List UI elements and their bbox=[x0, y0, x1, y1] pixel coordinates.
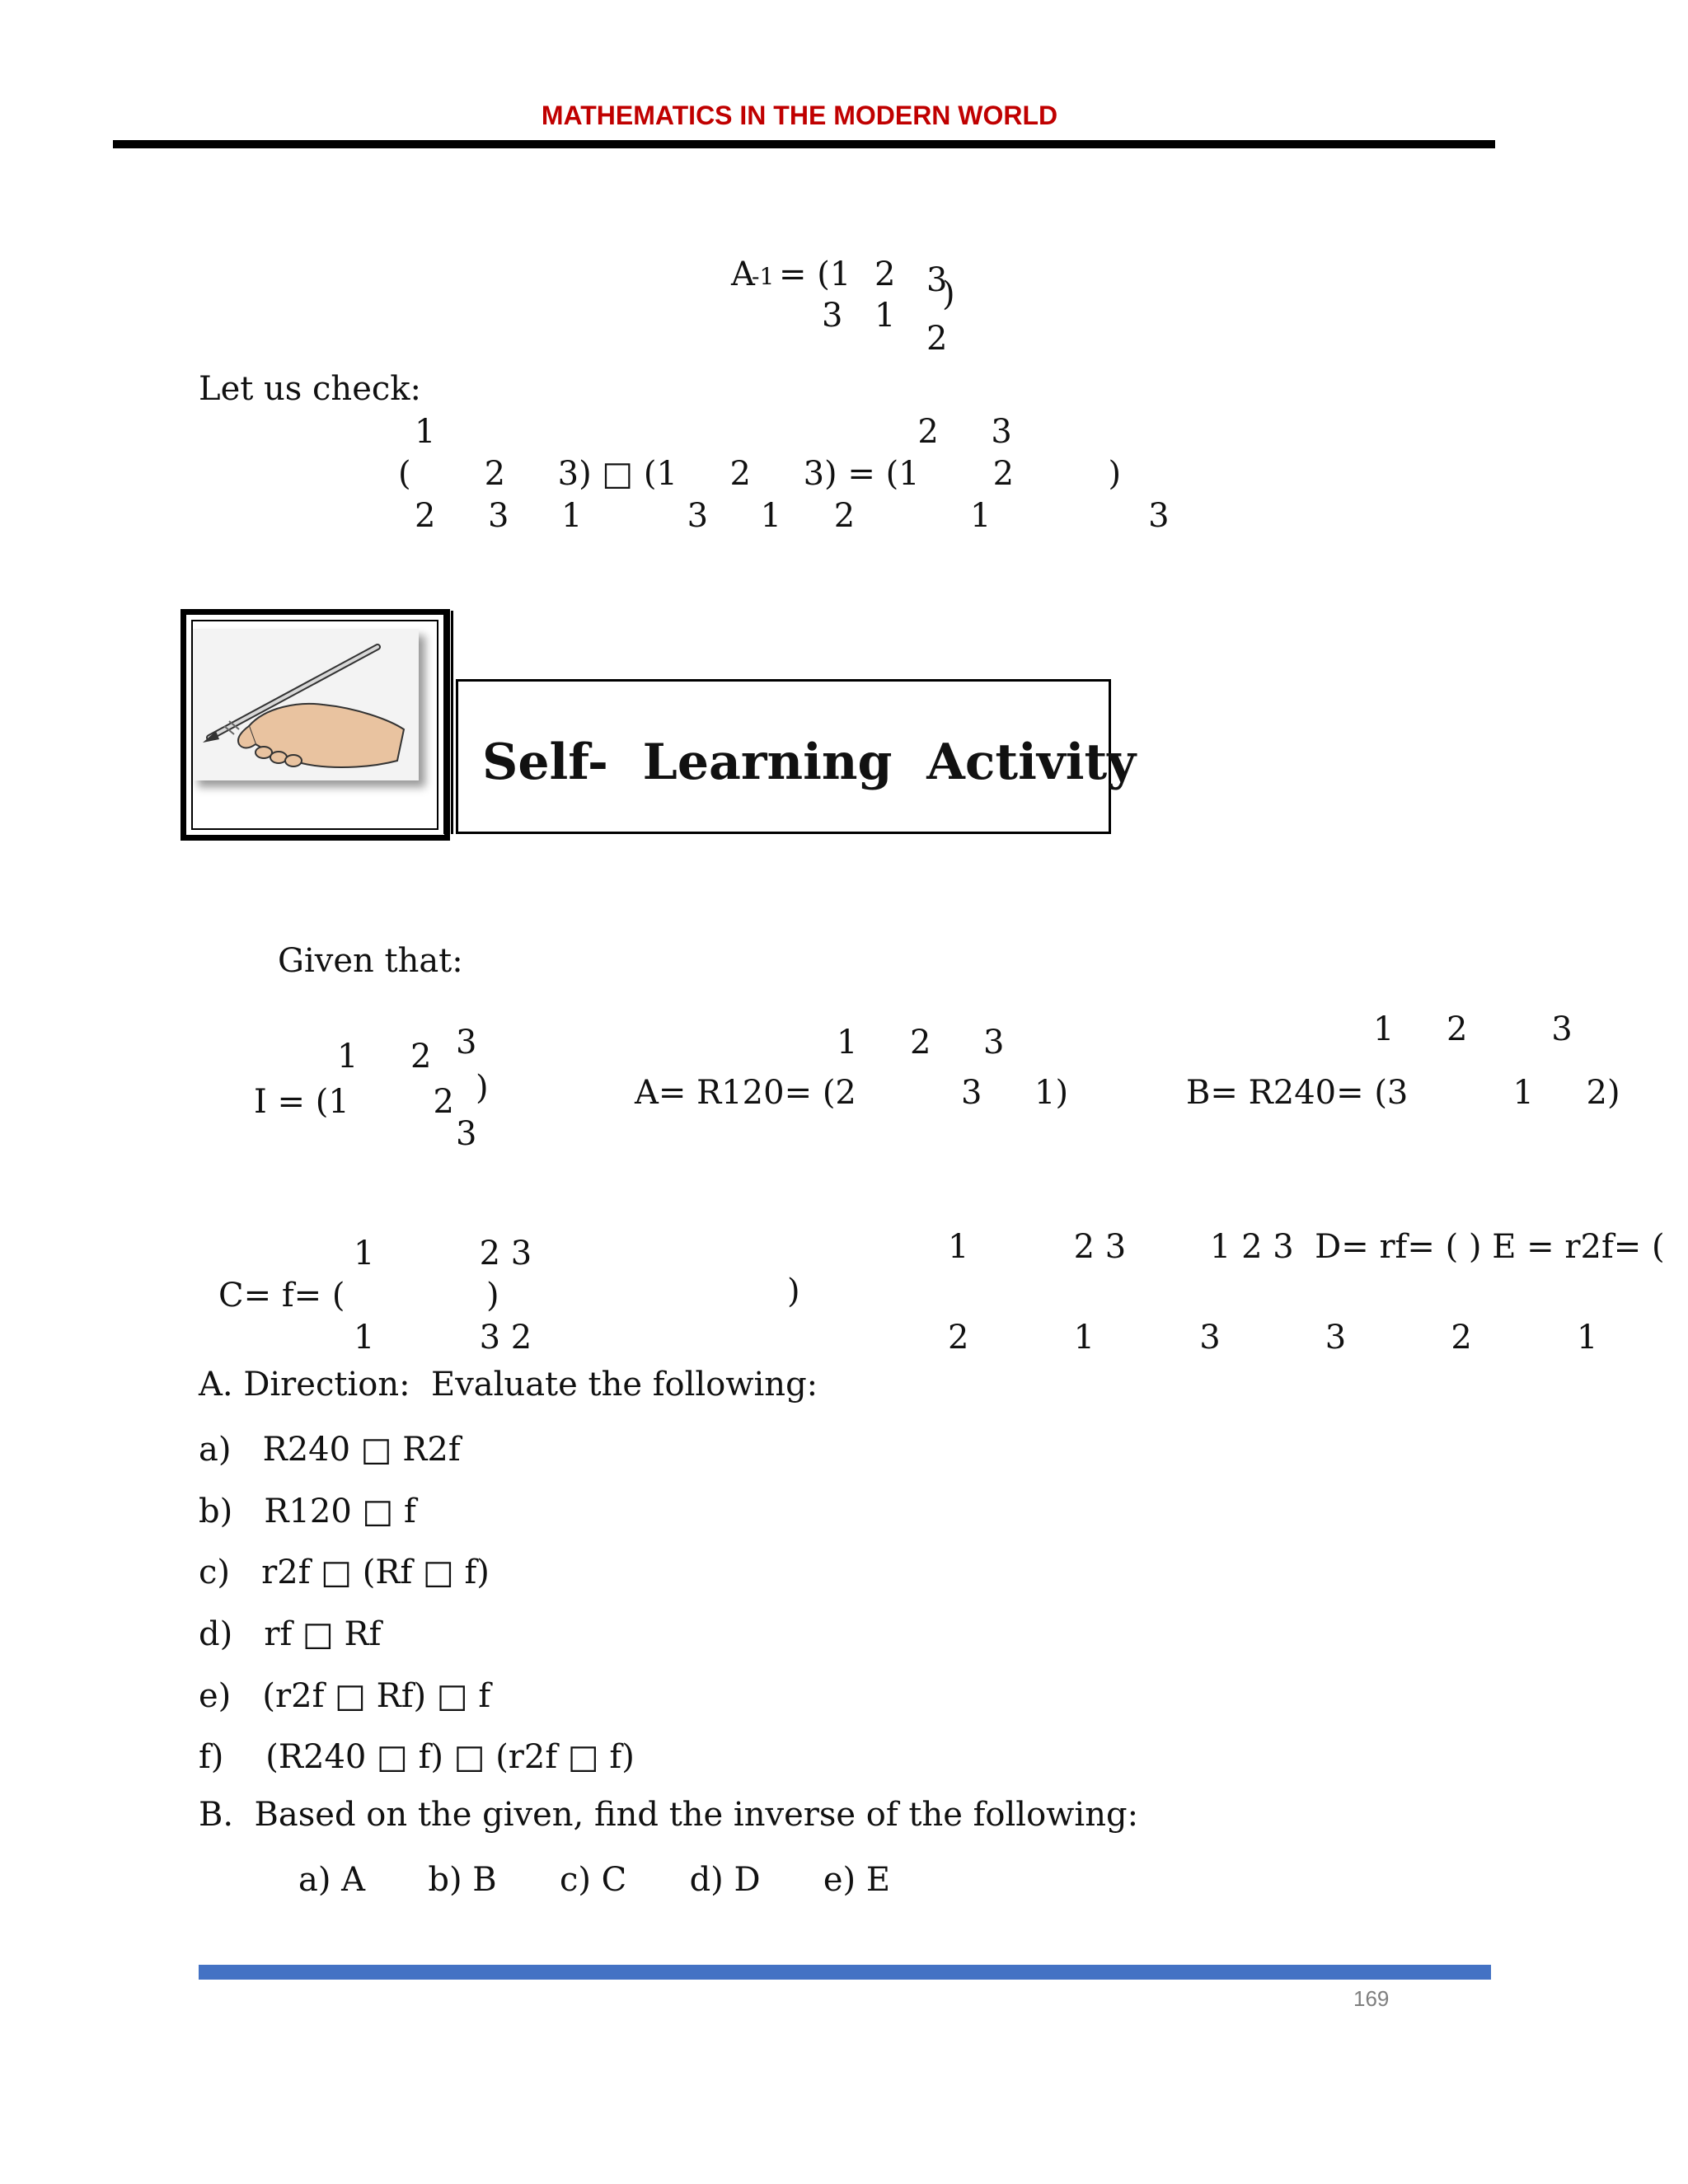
inverse-r1c2: 2 bbox=[874, 255, 896, 293]
page-header-title: MATHEMATICS IN THE MODERN WORLD bbox=[541, 101, 1058, 130]
activity-icon-inner-frame bbox=[191, 620, 438, 830]
identity-top-3: 3 bbox=[456, 1024, 477, 1062]
inverse-close: ) bbox=[942, 275, 955, 313]
given-label: Given that: bbox=[278, 942, 463, 980]
footer-bar bbox=[199, 1965, 1491, 1980]
part-a-item: a) R240 □ R2f bbox=[199, 1431, 461, 1469]
part-a-item: d) rf □ Rf bbox=[199, 1615, 382, 1653]
check-row-2: ( 2 3) □ (1 2 3) = (1 2 ) bbox=[398, 455, 1122, 493]
part-a-item: e) (r2f □ Rf) □ f bbox=[199, 1677, 491, 1715]
matrix-c-close: ) bbox=[486, 1277, 499, 1315]
identity-main: I = (1 2 bbox=[254, 1083, 454, 1121]
matrix-de-bot: 2 1 3 3 2 1 bbox=[948, 1319, 1598, 1357]
inverse-sup: -1 bbox=[752, 263, 775, 290]
inverse-r2c3: 2 bbox=[926, 320, 948, 358]
inverse-r2c1: 3 bbox=[822, 297, 843, 335]
header-rule bbox=[113, 140, 1495, 148]
activity-title: Self- Learning Activity bbox=[482, 733, 1137, 791]
identity-bot-3: 3 bbox=[456, 1115, 477, 1153]
part-a-item: f) (R240 □ f) □ (r2f □ f) bbox=[199, 1738, 635, 1776]
page-number: 169 bbox=[1353, 1986, 1390, 2011]
matrix-b-main: B= R240= (3 1 2) bbox=[1186, 1074, 1620, 1112]
matrix-a-main: A= R120= (2 3 1) bbox=[635, 1074, 1069, 1112]
matrix-c-top: 1 2 3 bbox=[354, 1235, 532, 1272]
stray-paren: ) bbox=[787, 1272, 800, 1310]
inverse-eq: = (1 bbox=[779, 255, 851, 293]
part-a-item: b) R120 □ f bbox=[199, 1493, 416, 1530]
check-row-3: 2 3 1 3 1 2 1 3 bbox=[415, 497, 1170, 535]
check-row-1: 1 2 3 bbox=[415, 413, 1012, 451]
part-b-items: a) A b) B c) C d) D e) E bbox=[298, 1861, 891, 1899]
matrix-a-top: 1 2 3 bbox=[837, 1024, 1005, 1062]
matrix-b-top: 1 2 3 bbox=[1373, 1010, 1573, 1048]
identity-close: ) bbox=[476, 1069, 489, 1107]
activity-title-divider bbox=[443, 611, 453, 834]
inverse-r1c3: 3 bbox=[926, 261, 948, 299]
check-label: Let us check: bbox=[199, 370, 421, 408]
identity-top: 1 2 bbox=[337, 1038, 432, 1076]
inverse-r2c2: 1 bbox=[874, 297, 896, 335]
matrix-de-top: 1 2 3 1 2 3 D= rf= ( ) E = r2f= ( bbox=[948, 1228, 1665, 1266]
part-a-direction: A. Direction: Evaluate the following: bbox=[199, 1366, 818, 1404]
part-a-item: c) r2f □ (Rf □ f) bbox=[199, 1554, 490, 1591]
matrix-c-main: C= f= ( bbox=[218, 1277, 345, 1315]
part-b-direction: B. Based on the given, find the inverse of the following: bbox=[199, 1796, 1139, 1834]
matrix-c-bot: 1 3 2 bbox=[354, 1319, 532, 1357]
inverse-lhs: A bbox=[731, 255, 755, 293]
